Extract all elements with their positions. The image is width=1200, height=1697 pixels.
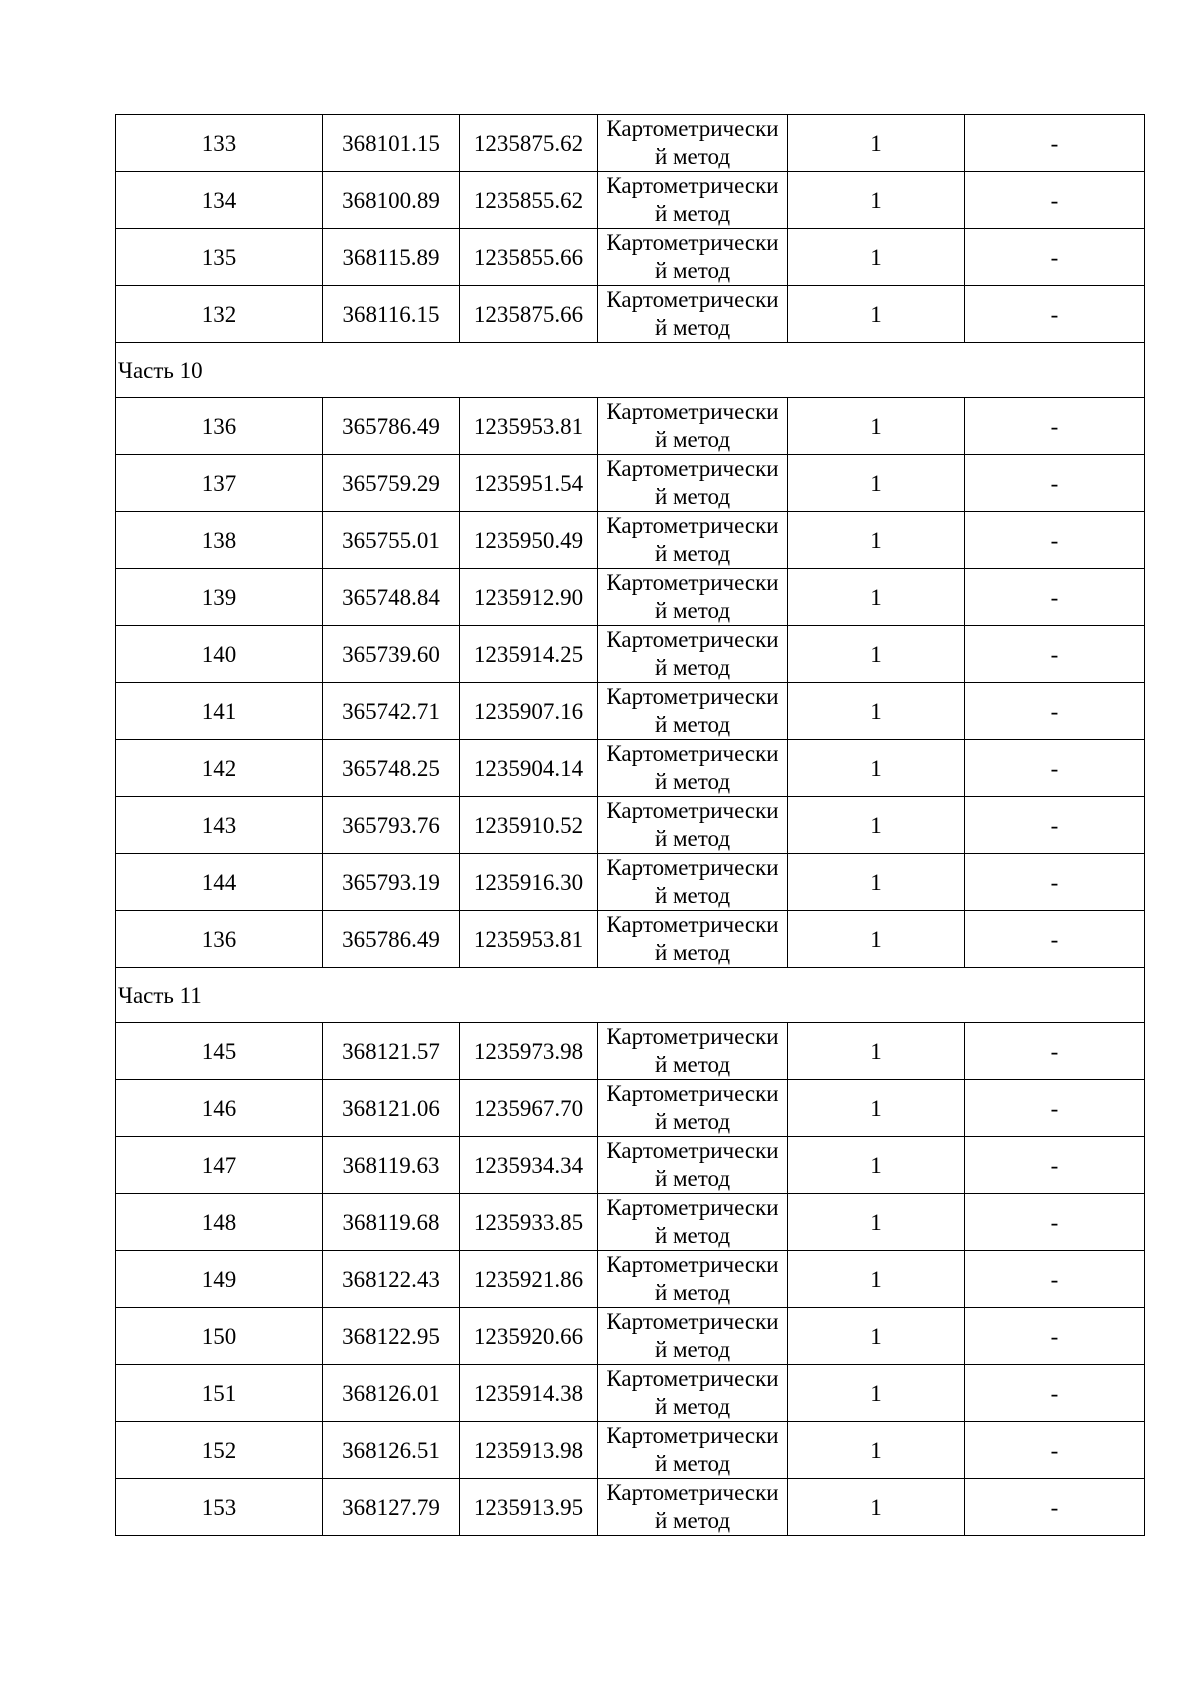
x-coordinate-cell: 368119.63 <box>323 1137 460 1194</box>
table-row <box>116 1422 1145 1479</box>
method-cell: Картометрически й метод <box>598 1479 788 1536</box>
y-coordinate-cell: 1235934.34 <box>460 1137 598 1194</box>
y-coordinate-cell: 1235953.81 <box>460 398 598 455</box>
accuracy-cell: 1 <box>788 1251 965 1308</box>
table-row <box>116 398 1145 455</box>
point-number-cell: 142 <box>116 740 323 797</box>
description-cell: - <box>965 797 1145 854</box>
method-cell: Картометрически й метод <box>598 115 788 172</box>
section-label: Часть 11 <box>116 968 1145 1023</box>
section-row <box>116 968 1145 1023</box>
point-number-cell: 143 <box>116 797 323 854</box>
table-row <box>116 1023 1145 1080</box>
point-number-cell: 146 <box>116 1080 323 1137</box>
point-number-cell: 135 <box>116 229 323 286</box>
coordinates-table-body <box>116 115 1145 1536</box>
y-coordinate-cell: 1235913.95 <box>460 1479 598 1536</box>
method-cell: Картометрически й метод <box>598 797 788 854</box>
table-row <box>116 1251 1145 1308</box>
y-coordinate-cell: 1235904.14 <box>460 740 598 797</box>
description-cell: - <box>965 1422 1145 1479</box>
description-cell: - <box>965 286 1145 343</box>
method-cell: Картометрически й метод <box>598 683 788 740</box>
x-coordinate-cell: 368126.01 <box>323 1365 460 1422</box>
description-cell: - <box>965 1137 1145 1194</box>
description-cell: - <box>965 1251 1145 1308</box>
accuracy-cell: 1 <box>788 911 965 968</box>
point-number-cell: 148 <box>116 1194 323 1251</box>
method-cell: Картометрически й метод <box>598 1137 788 1194</box>
x-coordinate-cell: 365759.29 <box>323 455 460 512</box>
y-coordinate-cell: 1235933.85 <box>460 1194 598 1251</box>
point-number-cell: 139 <box>116 569 323 626</box>
accuracy-cell: 1 <box>788 1080 965 1137</box>
accuracy-cell: 1 <box>788 1365 965 1422</box>
y-coordinate-cell: 1235855.62 <box>460 172 598 229</box>
y-coordinate-cell: 1235921.86 <box>460 1251 598 1308</box>
method-cell: Картометрически й метод <box>598 455 788 512</box>
point-number-cell: 150 <box>116 1308 323 1365</box>
section-label: Часть 10 <box>116 343 1145 398</box>
method-cell: Картометрически й метод <box>598 398 788 455</box>
y-coordinate-cell: 1235875.66 <box>460 286 598 343</box>
table-row <box>116 1137 1145 1194</box>
description-cell: - <box>965 911 1145 968</box>
method-cell: Картометрически й метод <box>598 1422 788 1479</box>
x-coordinate-cell: 368101.15 <box>323 115 460 172</box>
table-row <box>116 1308 1145 1365</box>
description-cell: - <box>965 172 1145 229</box>
method-cell: Картометрически й метод <box>598 1365 788 1422</box>
method-cell: Картометрически й метод <box>598 512 788 569</box>
x-coordinate-cell: 365793.76 <box>323 797 460 854</box>
description-cell: - <box>965 854 1145 911</box>
point-number-cell: 136 <box>116 911 323 968</box>
table-row <box>116 854 1145 911</box>
y-coordinate-cell: 1235950.49 <box>460 512 598 569</box>
accuracy-cell: 1 <box>788 1479 965 1536</box>
x-coordinate-cell: 368127.79 <box>323 1479 460 1536</box>
x-coordinate-cell: 368115.89 <box>323 229 460 286</box>
x-coordinate-cell: 368126.51 <box>323 1422 460 1479</box>
table-row <box>116 1479 1145 1536</box>
accuracy-cell: 1 <box>788 683 965 740</box>
x-coordinate-cell: 368122.95 <box>323 1308 460 1365</box>
y-coordinate-cell: 1235907.16 <box>460 683 598 740</box>
table-row <box>116 683 1145 740</box>
x-coordinate-cell: 368121.57 <box>323 1023 460 1080</box>
accuracy-cell: 1 <box>788 172 965 229</box>
table-row <box>116 1365 1145 1422</box>
table-row <box>116 455 1145 512</box>
table-row <box>116 569 1145 626</box>
method-cell: Картометрически й метод <box>598 172 788 229</box>
description-cell: - <box>965 683 1145 740</box>
accuracy-cell: 1 <box>788 455 965 512</box>
y-coordinate-cell: 1235855.66 <box>460 229 598 286</box>
method-cell: Картометрически й метод <box>598 229 788 286</box>
point-number-cell: 136 <box>116 398 323 455</box>
accuracy-cell: 1 <box>788 1137 965 1194</box>
method-cell: Картометрически й метод <box>598 740 788 797</box>
x-coordinate-cell: 368121.06 <box>323 1080 460 1137</box>
y-coordinate-cell: 1235953.81 <box>460 911 598 968</box>
point-number-cell: 137 <box>116 455 323 512</box>
y-coordinate-cell: 1235914.25 <box>460 626 598 683</box>
y-coordinate-cell: 1235916.30 <box>460 854 598 911</box>
point-number-cell: 140 <box>116 626 323 683</box>
accuracy-cell: 1 <box>788 398 965 455</box>
section-row <box>116 343 1145 398</box>
method-cell: Картометрически й метод <box>598 286 788 343</box>
point-number-cell: 133 <box>116 115 323 172</box>
x-coordinate-cell: 365739.60 <box>323 626 460 683</box>
x-coordinate-cell: 365786.49 <box>323 398 460 455</box>
y-coordinate-cell: 1235913.98 <box>460 1422 598 1479</box>
y-coordinate-cell: 1235951.54 <box>460 455 598 512</box>
x-coordinate-cell: 365755.01 <box>323 512 460 569</box>
table-row <box>116 1194 1145 1251</box>
x-coordinate-cell: 368119.68 <box>323 1194 460 1251</box>
y-coordinate-cell: 1235967.70 <box>460 1080 598 1137</box>
x-coordinate-cell: 368122.43 <box>323 1251 460 1308</box>
y-coordinate-cell: 1235912.90 <box>460 569 598 626</box>
description-cell: - <box>965 1194 1145 1251</box>
description-cell: - <box>965 1308 1145 1365</box>
table-row <box>116 1080 1145 1137</box>
description-cell: - <box>965 626 1145 683</box>
accuracy-cell: 1 <box>788 569 965 626</box>
method-cell: Картометрически й метод <box>598 1251 788 1308</box>
point-number-cell: 144 <box>116 854 323 911</box>
method-cell: Картометрически й метод <box>598 854 788 911</box>
accuracy-cell: 1 <box>788 286 965 343</box>
description-cell: - <box>965 398 1145 455</box>
table-row <box>116 172 1145 229</box>
x-coordinate-cell: 365786.49 <box>323 911 460 968</box>
x-coordinate-cell: 365742.71 <box>323 683 460 740</box>
description-cell: - <box>965 1365 1145 1422</box>
table-row <box>116 512 1145 569</box>
table-row <box>116 797 1145 854</box>
method-cell: Картометрически й метод <box>598 569 788 626</box>
method-cell: Картометрически й метод <box>598 1080 788 1137</box>
accuracy-cell: 1 <box>788 512 965 569</box>
description-cell: - <box>965 740 1145 797</box>
description-cell: - <box>965 115 1145 172</box>
point-number-cell: 132 <box>116 286 323 343</box>
table-row <box>116 286 1145 343</box>
point-number-cell: 138 <box>116 512 323 569</box>
coordinates-table <box>115 114 1145 1536</box>
table-row <box>116 740 1145 797</box>
method-cell: Картометрически й метод <box>598 626 788 683</box>
accuracy-cell: 1 <box>788 626 965 683</box>
description-cell: - <box>965 1023 1145 1080</box>
y-coordinate-cell: 1235875.62 <box>460 115 598 172</box>
x-coordinate-cell: 365748.25 <box>323 740 460 797</box>
description-cell: - <box>965 512 1145 569</box>
description-cell: - <box>965 1479 1145 1536</box>
y-coordinate-cell: 1235910.52 <box>460 797 598 854</box>
description-cell: - <box>965 455 1145 512</box>
method-cell: Картометрически й метод <box>598 911 788 968</box>
x-coordinate-cell: 365793.19 <box>323 854 460 911</box>
y-coordinate-cell: 1235973.98 <box>460 1023 598 1080</box>
table-row <box>116 911 1145 968</box>
accuracy-cell: 1 <box>788 229 965 286</box>
method-cell: Картометрически й метод <box>598 1023 788 1080</box>
accuracy-cell: 1 <box>788 1023 965 1080</box>
description-cell: - <box>965 569 1145 626</box>
point-number-cell: 149 <box>116 1251 323 1308</box>
accuracy-cell: 1 <box>788 1308 965 1365</box>
accuracy-cell: 1 <box>788 115 965 172</box>
point-number-cell: 145 <box>116 1023 323 1080</box>
point-number-cell: 153 <box>116 1479 323 1536</box>
accuracy-cell: 1 <box>788 1194 965 1251</box>
table-row <box>116 229 1145 286</box>
description-cell: - <box>965 229 1145 286</box>
accuracy-cell: 1 <box>788 854 965 911</box>
point-number-cell: 152 <box>116 1422 323 1479</box>
method-cell: Картометрически й метод <box>598 1308 788 1365</box>
point-number-cell: 147 <box>116 1137 323 1194</box>
table-row <box>116 115 1145 172</box>
description-cell: - <box>965 1080 1145 1137</box>
accuracy-cell: 1 <box>788 1422 965 1479</box>
point-number-cell: 141 <box>116 683 323 740</box>
x-coordinate-cell: 368116.15 <box>323 286 460 343</box>
x-coordinate-cell: 368100.89 <box>323 172 460 229</box>
point-number-cell: 151 <box>116 1365 323 1422</box>
x-coordinate-cell: 365748.84 <box>323 569 460 626</box>
y-coordinate-cell: 1235914.38 <box>460 1365 598 1422</box>
accuracy-cell: 1 <box>788 740 965 797</box>
table-row <box>116 626 1145 683</box>
y-coordinate-cell: 1235920.66 <box>460 1308 598 1365</box>
accuracy-cell: 1 <box>788 797 965 854</box>
point-number-cell: 134 <box>116 172 323 229</box>
method-cell: Картометрически й метод <box>598 1194 788 1251</box>
